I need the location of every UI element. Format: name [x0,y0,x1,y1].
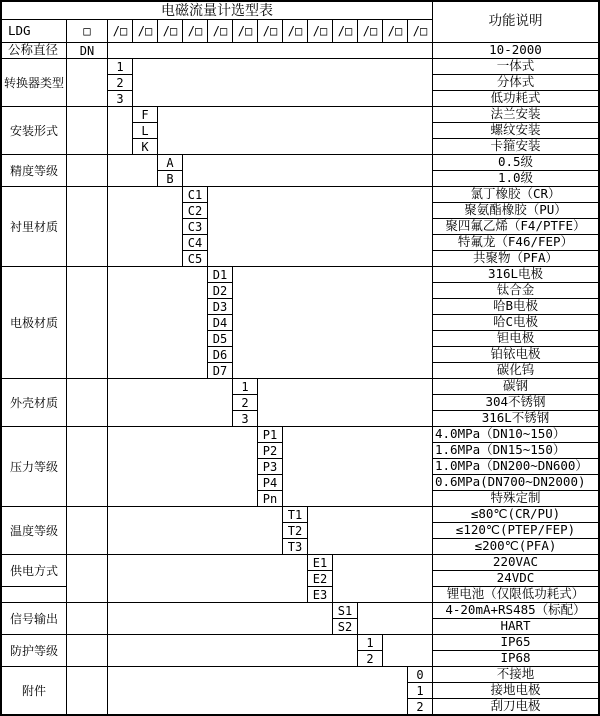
electrode-material-code-D3: D3 [208,299,232,314]
pressure-rating-desc-Pn: 特殊定制 [433,491,598,506]
model-prefix: LDG [2,20,66,42]
model-slot-13: /□ [408,20,432,42]
model-slot-3: /□ [158,20,182,42]
liner-material-desc-C4: 特氟龙（F46/FEP） [433,235,598,250]
pressure-rating-code-P2: P2 [258,443,282,458]
model-slot-4: /□ [183,20,207,42]
accessories-code-2: 2 [408,699,432,714]
accuracy-right-empty [183,155,432,186]
housing-material-col1-empty [67,379,107,426]
temperature-rating-desc-T3: ≤200℃(PFA) [433,539,598,554]
model-slot-2: /□ [133,20,157,42]
liner-material-code-C3: C3 [183,219,207,234]
liner-material-code-C5: C5 [183,251,207,266]
converter-type-desc-1: 一体式 [433,59,598,74]
housing-material-label: 外壳材质 [2,379,66,426]
installation-col1-empty [67,107,107,154]
electrode-material-right-empty [233,267,432,378]
power-supply-desc-E2: 24VDC [433,571,598,586]
housing-material-right-empty [258,379,432,426]
temperature-rating-desc-T2: ≤120℃(PTEP/FEP) [433,523,598,538]
temperature-rating-col1-empty [67,507,107,554]
pressure-rating-code-P1: P1 [258,427,282,442]
accessories-code-0: 0 [408,667,432,682]
accuracy-desc-B: 1.0级 [433,171,598,186]
housing-material-desc-2: 304不锈钢 [433,395,598,410]
power-supply-desc-E3: 锂电池（仅限低功耗式） [433,587,598,602]
power-supply-col1-empty [67,555,107,602]
converter-type-code-2: 2 [108,75,132,90]
signal-output-col1-empty [67,603,107,634]
electrode-material-desc-D7: 碳化钨 [433,363,598,378]
model-slot-9: /□ [308,20,332,42]
converter-type-right-empty [133,59,432,106]
protection-rating-desc-2: IP68 [433,651,598,666]
liner-material-label: 衬里材质 [2,187,66,266]
protection-rating-label: 防护等级 [2,635,66,666]
electrode-material-desc-D3: 哈B电极 [433,299,598,314]
housing-material-desc-1: 碳钢 [433,379,598,394]
liner-material-code-C1: C1 [183,187,207,202]
electrode-material-col1-empty [67,267,107,378]
accuracy-desc-A: 0.5级 [433,155,598,170]
pressure-rating-col1-empty [67,427,107,506]
accuracy-col1-empty [67,155,107,186]
accessories-label: 附件 [2,667,66,714]
installation-label: 安装形式 [2,107,66,154]
housing-material-code-1: 1 [233,379,257,394]
protection-rating-col1-empty [67,635,107,666]
model-slot-8: /□ [283,20,307,42]
diameter-label: 公称直径 [2,43,66,58]
table-title: 电磁流量计选型表 [2,2,432,19]
accessories-desc-2: 刮刀电极 [433,699,598,714]
temperature-rating-right-empty [308,507,432,554]
converter-type-code-3: 3 [108,91,132,106]
signal-output-label: 信号输出 [2,603,66,634]
signal-output-code-S1: S1 [333,603,357,618]
temperature-rating-desc-T1: ≤80℃(CR/PU) [433,507,598,522]
accessories-desc-1: 接地电极 [433,683,598,698]
power-supply-desc-E1: 220VAC [433,555,598,570]
power-supply-code-E2: E2 [308,571,332,586]
converter-type-desc-2: 分体式 [433,75,598,90]
temperature-rating-label: 温度等级 [2,507,66,554]
electrode-material-desc-D5: 钽电极 [433,331,598,346]
power-supply-right-empty [333,555,432,602]
liner-material-code-C4: C4 [183,235,207,250]
converter-type-code-1: 1 [108,59,132,74]
model-slot-7: /□ [258,20,282,42]
temperature-rating-code-T2: T2 [283,523,307,538]
electrode-material-code-D1: D1 [208,267,232,282]
converter-type-label: 转换器类型 [2,59,66,106]
power-supply-code-E1: E1 [308,555,332,570]
electrode-material-label: 电极材质 [2,267,66,378]
power-supply-label-empty [2,587,66,602]
protection-rating-right-empty [383,635,432,666]
protection-rating-left-empty [108,635,357,666]
signal-output-desc-S2: HART [433,619,598,634]
electrode-material-code-D4: D4 [208,315,232,330]
converter-type-desc-3: 低功耗式 [433,91,598,106]
signal-output-code-S2: S2 [333,619,357,634]
function-column-header: 功能说明 [433,2,598,42]
liner-material-right-empty [208,187,432,266]
housing-material-code-3: 3 [233,411,257,426]
housing-material-left-empty [108,379,232,426]
housing-material-desc-3: 316L不锈钢 [433,411,598,426]
liner-material-desc-C2: 聚氨酯橡胶（PU） [433,203,598,218]
installation-desc-F: 法兰安装 [433,107,598,122]
power-supply-code-E3: E3 [308,587,332,602]
accessories-code-1: 1 [408,683,432,698]
accessories-col1-empty [67,667,107,714]
pressure-rating-desc-P2: 1.6MPa（DN15~150） [433,443,598,458]
liner-material-desc-C5: 共聚物（PFA） [433,251,598,266]
installation-code-L: L [133,123,157,138]
installation-desc-K: 卡箍安装 [433,139,598,154]
diameter-empty-cell [108,43,432,58]
converter-type-col1-empty [67,59,107,106]
model-slot-10: /□ [333,20,357,42]
signal-output-right-empty [358,603,432,634]
electrode-material-desc-D1: 316L电极 [433,267,598,282]
protection-rating-code-2: 2 [358,651,382,666]
pressure-rating-right-empty [283,427,432,506]
electrode-material-code-D2: D2 [208,283,232,298]
liner-material-col1-empty [67,187,107,266]
accuracy-code-B: B [158,171,182,186]
model-slot-5: /□ [208,20,232,42]
pressure-rating-left-empty [108,427,257,506]
installation-right-empty [158,107,432,154]
protection-rating-desc-1: IP65 [433,635,598,650]
liner-material-desc-C3: 聚四氟乙烯（F4/PTFE） [433,219,598,234]
electrode-material-code-D5: D5 [208,331,232,346]
electrode-material-desc-D2: 钛合金 [433,283,598,298]
liner-material-left-empty [108,187,182,266]
installation-left-empty [108,107,132,154]
electrode-material-code-D7: D7 [208,363,232,378]
model-slot-1: /□ [108,20,132,42]
accuracy-code-A: A [158,155,182,170]
housing-material-code-2: 2 [233,395,257,410]
signal-output-desc-S1: 4-20mA+RS485（标配） [433,603,598,618]
diameter-code: DN [67,43,107,58]
model-slot-11: /□ [358,20,382,42]
temperature-rating-code-T1: T1 [283,507,307,522]
liner-material-desc-C1: 氯丁橡胶（CR） [433,187,598,202]
temperature-rating-code-T3: T3 [283,539,307,554]
diameter-desc: 10-2000 [433,43,598,58]
pressure-rating-code-P3: P3 [258,459,282,474]
accessories-left-empty [108,667,407,714]
pressure-rating-label: 压力等级 [2,427,66,506]
power-supply-label: 供电方式 [2,555,66,586]
installation-code-K: K [133,139,157,154]
pressure-rating-desc-P1: 4.0MPa（DN10~150） [433,427,598,442]
pressure-rating-desc-P4: 0.6MPa(DN700~DN2000) [433,475,598,490]
pressure-rating-code-P4: P4 [258,475,282,490]
electrode-material-left-empty [108,267,207,378]
power-supply-left-empty [108,555,307,602]
electrode-material-desc-D6: 铂铱电极 [433,347,598,362]
accuracy-left-empty [108,155,157,186]
liner-material-code-C2: C2 [183,203,207,218]
protection-rating-code-1: 1 [358,635,382,650]
accuracy-label: 精度等级 [2,155,66,186]
electrode-material-code-D6: D6 [208,347,232,362]
pressure-rating-desc-P3: 1.0MPa（DN200~DN600） [433,459,598,474]
model-slot-12: /□ [383,20,407,42]
accessories-desc-0: 不接地 [433,667,598,682]
model-first-box: □ [67,20,107,42]
signal-output-left-empty [108,603,332,634]
electrode-material-desc-D4: 哈C电极 [433,315,598,330]
installation-desc-L: 螺纹安装 [433,123,598,138]
model-slot-6: /□ [233,20,257,42]
pressure-rating-code-Pn: Pn [258,491,282,506]
temperature-rating-left-empty [108,507,282,554]
installation-code-F: F [133,107,157,122]
